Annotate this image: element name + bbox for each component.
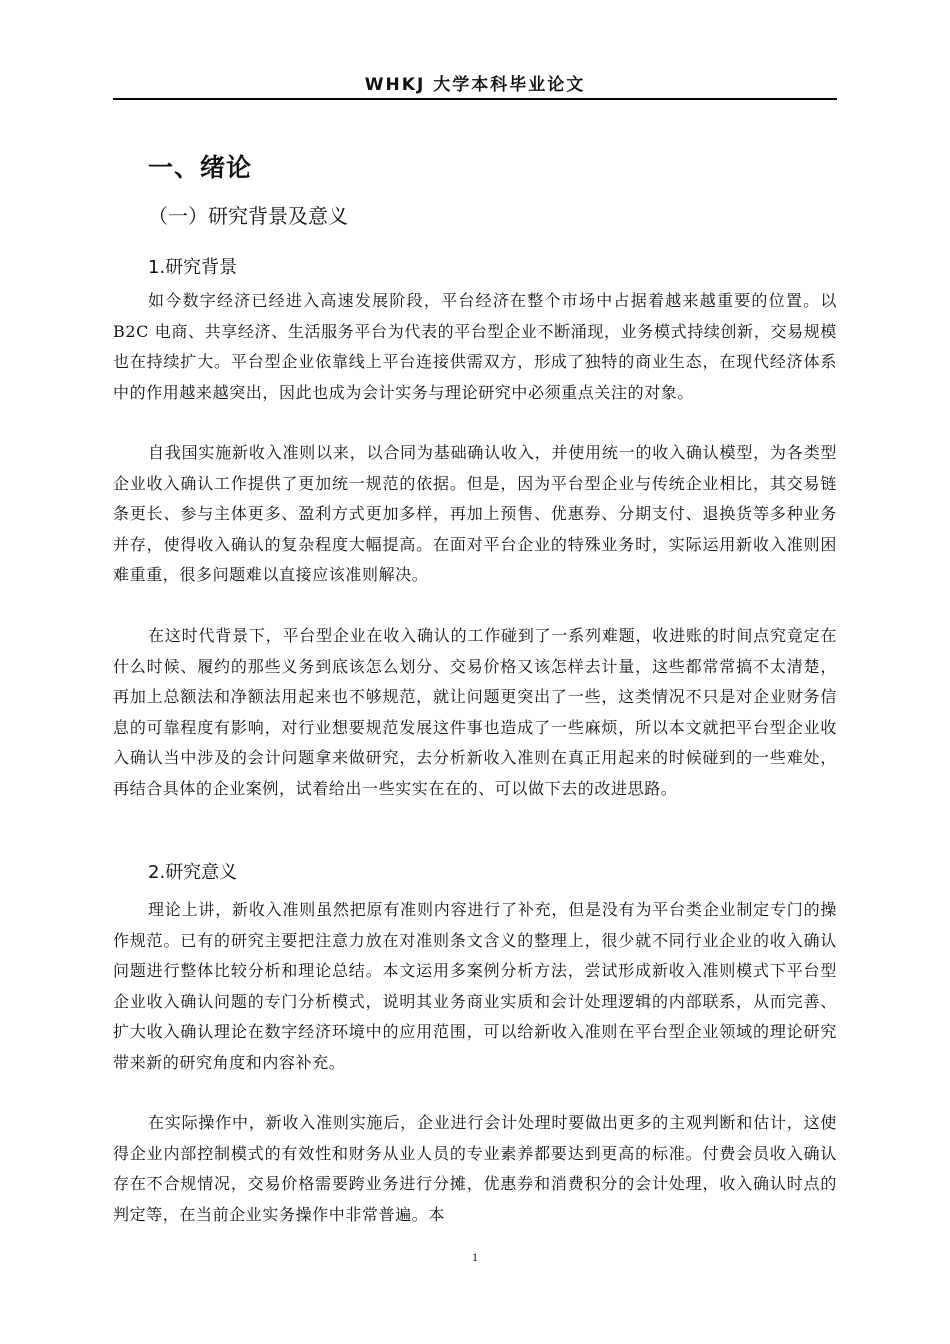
paragraph: 如今数字经济已经进入高速发展阶段，平台经济在整个市场中占据着越来越重要的位置。以 B2C 电商、共享经济、生活服务平台为代表的平台型企业不断涌现，业务模式持续创新，交易规模也在持续扩大。平台型企业依靠线上平台连接供需双方，形成了独特的商业生态，在现代经济体系中的作用越来越突出，因此也成为会计实务与理论研究中必须重点关注的对象。 — [113, 291, 837, 402]
section-heading: （一）研究背景及意义 — [148, 204, 348, 228]
paragraph: 理论上讲，新收入准则虽然把原有准则内容进行了补充，但是没有为平台类企业制定专门的操作规范。已有的研究主要把注意力放在对准则条文含义的整理上，很少就不同行业企业的收入确认问题进行整体比较分析和理论总结。本文运用多案例分析方法，尝试形成新收入准则模式下平台型企业收入确认问题的专门分析模式，说明其业务商业实质和会计处理逻辑的内部联系，从而完善、扩大收入确认理论在数字经济环境中的应用范围，可以给新收入准则在平台型企业领域的理论研究带来新的研究角度和内容补充。 — [113, 900, 837, 1072]
subsection-heading-significance: 2.研究意义 — [148, 862, 238, 883]
subsection-heading-background: 1.研究背景 — [148, 257, 238, 278]
page-number: 1 — [472, 1250, 478, 1264]
page-header: WHKJ 大学本科毕业论文 — [364, 75, 586, 95]
chapter-heading: 一、绪论 — [148, 153, 253, 182]
paragraph: 自我国实施新收入准则以来，以合同为基础确认收入，并使用统一的收入确认模型，为各类型企业收入确认工作提供了更加统一规范的依据。但是，因为平台型企业与传统企业相比，其交易链条更长、参与主体更多、盈利方式更加多样，再加上预售、优惠券、分期支付、退换货等多种业务并存，使得收入确认的复杂程度大幅提高。在面对平台企业的特殊业务时，实际运用新收入准则困难重重，很多问题难以直接应该准则解决。 — [113, 443, 837, 584]
paragraph: 在这时代背景下，平台型企业在收入确认的工作碰到了一系列难题，收进账的时间点究竟定在什么时候、履约的那些义务到底该怎么划分、交易价格又该怎样去计量，这些都常常搞不太清楚，再加上总额法和净额法用起来也不够规范，就让问题更突出了一些，这类情况不只是对企业财务信息的可靠程度有影响，对行业想要规范发展这件事也造成了一些麻烦，所以本文就把平台型企业收入确认当中涉及的会计问题拿来做研究，去分析新收入准则在真正用起来的时候碰到的一些难处，再结合具体的企业案例，试着给出一些实实在在的、可以做下去的改进思路。 — [113, 626, 837, 798]
paragraph: 在实际操作中，新收入准则实施后，企业进行会计处理时要做出更多的主观判断和估计，这使得企业内部控制模式的有效性和财务从业人员的专业素养都要达到更高的标准。付费会员收入确认存在不合规情况，交易价格需要跨业务进行分摊，优惠券和消费积分的会计处理，收入确认时点的判定等，在当前企业实务操作中非常普遍。本 — [113, 1113, 837, 1224]
header-rule — [113, 98, 837, 100]
